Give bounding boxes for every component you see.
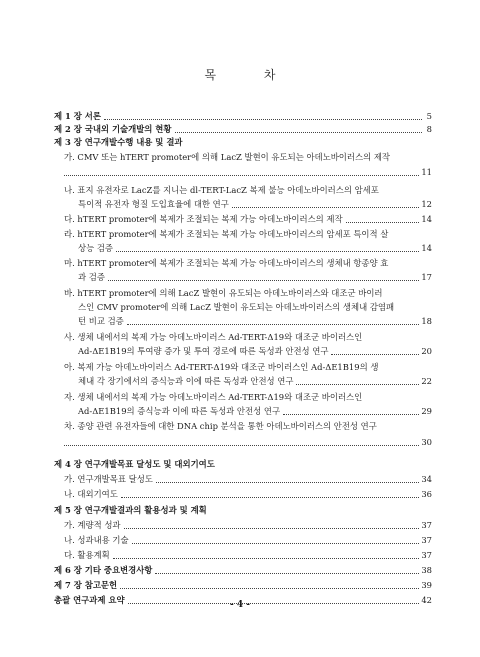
page-number: - 4 - (230, 600, 250, 610)
toc-entry-3-sa-cont[interactable]: Ad-ΔE1B19의 투여량 증가 및 투여 경로에 따른 독성과 안전성 연구 20 (78, 346, 432, 356)
toc-entry-3-ba-cont1[interactable]: 스인 CMV promoter에 의해 LacZ 발현이 유도되는 아데노바이러스의 생체내 감염패 (78, 302, 395, 312)
toc-entry-chapter-6[interactable]: 제 6 장 기타 중요변경사항 38 (54, 565, 432, 575)
toc-entry-3-a-cont[interactable]: 체내 각 장기에서의 증식능과 이에 따른 독성과 안전성 연구 22 (78, 376, 432, 386)
toc-entry-chapter-2[interactable]: 제 2 장 국내외 기술개발의 현황 8 (54, 124, 432, 134)
toc-entry-3-sa[interactable]: 사. 생체 내에서의 복제 가능 아데노바이러스 Ad-TERT-Δ19와 대조군 바이러스인 (64, 332, 363, 342)
toc-entry-3-ga[interactable]: 가. CMV 또는 hTERT promoter에 의해 LacZ 발현이 유도되는 아데노바이러스의 제작 (64, 152, 391, 162)
toc-entry-3-ra[interactable]: 라. hTERT promoter에 복제가 조절되는 복제 가능 아데노바이러스의 암세포 특이적 살 (64, 229, 389, 239)
toc-entry-summary[interactable]: 총괄 연구과제 요약 42 (54, 595, 432, 605)
toc-entry-chapter-1[interactable]: 제 1 장 서론 5 (54, 111, 432, 121)
toc-entry-4-ga[interactable]: 가. 연구개발목표 달성도 34 (64, 474, 432, 484)
toc-entry-3-ja-cont[interactable]: Ad-ΔE1B19의 증식능과 이에 따른 독성과 안전성 연구 29 (78, 406, 432, 416)
toc-entry-5-na[interactable]: 나. 성과내용 기술 37 (64, 535, 432, 545)
toc-entry-4-na[interactable]: 나. 대외기여도 36 (64, 489, 432, 499)
toc-entry-chapter-4[interactable]: 제 4 장 연구개발목표 달성도 및 대외기여도 (54, 459, 215, 469)
toc-entry-5-ga[interactable]: 가. 계량적 성과 37 (64, 520, 432, 530)
toc-entry-3-ra-cont[interactable]: 상능 검증 14 (78, 243, 432, 253)
toc-entry-3-cha[interactable]: 차. 종양 관련 유전자들에 대한 DNA chip 분석을 통한 아데노바이러스의 안전성 연구 (64, 421, 377, 431)
toc-entry-3-ba-cont2[interactable]: 턴 비교 검증 18 (78, 316, 432, 326)
toc-entry-chapter-3[interactable]: 제 3 장 연구개발수행 내용 및 결과 (54, 137, 183, 147)
toc-entry-chapter-5[interactable]: 제 5 장 연구개발결과의 활용성과 및 계획 (54, 505, 207, 515)
toc-entry-3-ba[interactable]: 바. hTERT promoter에 의해 LacZ 발현이 유도되는 아데노바이러스와 대조군 바이러 (64, 288, 383, 298)
toc-entry-3-ga-page[interactable]: 11 (54, 166, 432, 179)
toc-entry-3-cha-page[interactable]: 30 (54, 436, 432, 449)
toc-entry-3-ja[interactable]: 자. 생체 내에서의 복제 가능 아데노바이러스 Ad-TERT-Δ19와 대조군 바이러스인 (64, 392, 363, 402)
toc-entry-3-ma[interactable]: 마. hTERT promoter에 복제가 조절되는 복제 가능 아데노바이러스의 생체내 항종양 효 (64, 258, 389, 268)
toc-entry-3-ma-cont[interactable]: 과 검증 17 (78, 272, 432, 282)
toc-entry-3-na[interactable]: 나. 표지 유전자로 LacZ를 지니는 dl-TERT-LacZ 복제 불능 아데노바이러스의 암세포 (64, 185, 379, 195)
toc-entry-3-da[interactable]: 다. hTERT promoter에 복제가 조절되는 복제 가능 아데노바이러스의 제작 14 (64, 214, 432, 224)
toc-entry-5-da[interactable]: 다. 활용계획 37 (64, 550, 432, 560)
toc-entry-3-na-cont[interactable]: 특이적 유전자 형질 도입효율에 대한 연구 12 (78, 199, 432, 209)
toc-entry-chapter-7[interactable]: 제 7 장 참고문헌 39 (54, 580, 432, 590)
toc-title: 목 차 (204, 68, 298, 82)
toc-entry-3-a[interactable]: 아. 복제 가능 아데노바이러스 Ad-TERT-Δ19와 대조군 바이러스인 Ad-ΔE1B19의 생 (64, 362, 379, 372)
